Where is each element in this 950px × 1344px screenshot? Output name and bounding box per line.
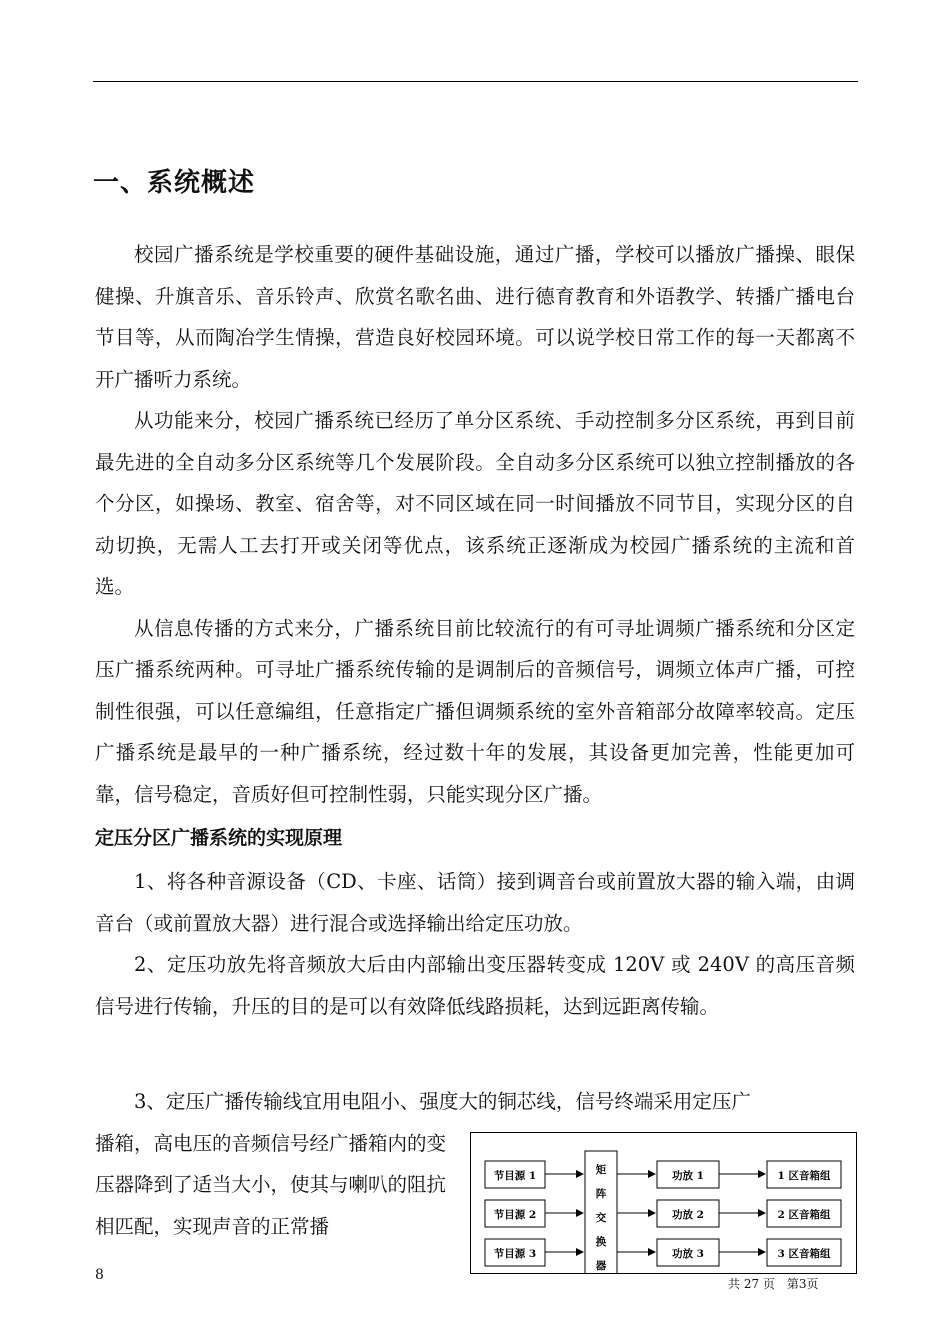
zone-label-2: 2 区音箱组 xyxy=(777,1209,831,1221)
source-label-2: 节目源 2 xyxy=(493,1209,537,1221)
matrix-label-char: 交 xyxy=(595,1212,607,1224)
matrix-label-char: 换 xyxy=(595,1236,607,1248)
section-heading: 一、系统概述 xyxy=(93,168,256,198)
step-2: 2、定压功放先将音频放大后由内部输出变压器转变成 120V 或 240V 的高压音频信号进行传输，升压的目的是可以有效降低线路损耗，达到远距离传输。 xyxy=(95,953,855,1018)
body-text xyxy=(95,234,855,1027)
zone-label-1: 1 区音箱组 xyxy=(777,1170,831,1182)
matrix-label xyxy=(595,1163,607,1272)
header-rule xyxy=(93,81,858,82)
footer-current-page: 第3页 xyxy=(786,1277,819,1291)
system-diagram xyxy=(470,1132,857,1274)
step-3-rest: 播箱，高电压的音频信号经广播箱内的变压器降到了适当大小，使其与喇叭的阻抗相匹配，实现声音的正常播 xyxy=(95,1131,447,1238)
subheading: 定压分区广播系统的实现原理 xyxy=(95,827,343,849)
page-number: 8 xyxy=(95,1267,104,1283)
paragraph-transmission: 从信息传播的方式来分，广播系统目前比较流行的有可寻址调频广播系统和分区定压广播系统两种。可寻址广播系统传输的是调制后的音频信号，调频立体声广播，可控制性很强，可以任意编组，任意指定广播但调频系统的室外音箱部分故障率较高。定压广播系统是最早的一种广播系统，经过数十年的发展，其设备更加完善，性能更加可靠，信号稳定，音质好但可控制性弱，只能实现分区广播。 xyxy=(95,616,855,806)
matrix-label-char: 器 xyxy=(595,1260,607,1272)
source-label-1: 节目源 1 xyxy=(493,1170,537,1182)
page-footer xyxy=(728,1275,831,1292)
zone-label-3: 3 区音箱组 xyxy=(777,1248,831,1260)
matrix-label-char: 矩 xyxy=(595,1164,607,1176)
amp-label-1: 功放 1 xyxy=(672,1170,704,1182)
step-1: 1、将各种音源设备（CD、卡座、话筒）接到调音台或前置放大器的输入端，由调音台（或前置放大器）进行混合或选择输出给定压功放。 xyxy=(95,870,855,935)
diagram-svg xyxy=(471,1133,856,1273)
amp-label-2: 功放 2 xyxy=(672,1209,704,1221)
matrix-label-char: 阵 xyxy=(595,1188,607,1200)
source-label-3: 节目源 3 xyxy=(493,1248,537,1260)
footer-total-pages: 共 27 页 xyxy=(728,1277,775,1291)
amp-label-3: 功放 3 xyxy=(672,1248,704,1260)
paragraph-intro: 校园广播系统是学校重要的硬件基础设施，通过广播，学校可以播放广播操、眼保健操、升旗音乐、音乐铃声、欣赏名歌名曲、进行德育教育和外语教学、转播广播电台节目等，从而陶冶学生情操，营造良好校园环境。可以说学校日常工作的每一天都离不开广播听力系统。 xyxy=(95,243,855,391)
paragraph-function: 从功能来分，校园广播系统已经历了单分区系统、手动控制多分区系统，再到目前最先进的全自动多分区系统等几个发展阶段。全自动多分区系统可以独立控制播放的各个分区，如操场、教室、宿舍等，对不同区域在同一时间播放不同节目，实现分区的自动切换，无需人工去打开或关闭等优点，该系统正逐渐成为校园广播系统的主流和首选。 xyxy=(95,409,855,598)
step-3-line1: 3、定压广播传输线宜用电阻小、强度大的铜芯线，信号终端采用定压广 xyxy=(134,1090,751,1113)
